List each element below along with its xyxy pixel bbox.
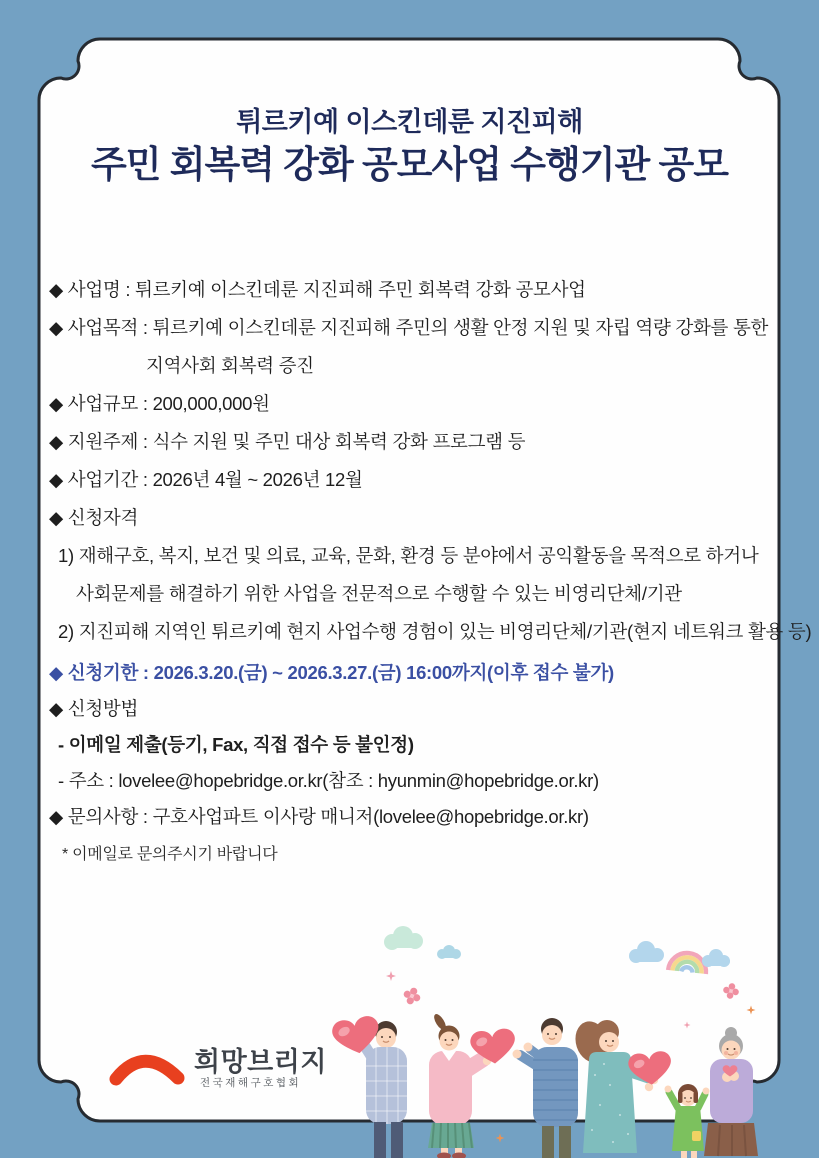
body-line: ◆ 신청기한 : 2026.3.20.(금) ~ 2026.3.27.(금) 16:00까지(이후 접수 불가) — [49, 662, 614, 683]
poster-title — [0, 104, 819, 190]
cloud-icon — [384, 926, 423, 950]
body-text — [0, 270, 819, 870]
man-holding-heart — [330, 1014, 407, 1158]
body-line: 2) 지진피해 지역인 튀르키예 현지 사업수행 경험이 있는 비영리단체/기관(현지 네트워크 활용 등) — [58, 621, 812, 642]
sparkle-icon — [747, 1006, 756, 1015]
hopebridge-logo — [108, 1038, 338, 1108]
rainbow-icon — [668, 951, 708, 974]
woman-holding-heart — [570, 1017, 673, 1153]
body-line: ◆ 사업명 : 튀르키예 이스킨데룬 지진피해 주민 회복력 강화 공모사업 — [49, 279, 586, 300]
grandmother-clasping-heart — [704, 1027, 758, 1156]
body-line: 1) 재해구호, 복지, 보건 및 의료, 교육, 문화, 환경 등 분야에서 공익활동을 목적으로 하거나 — [58, 545, 759, 566]
body-line: * 이메일로 문의주시기 바랍니다 — [62, 845, 278, 863]
man-receiving-heart — [513, 1018, 579, 1158]
body-line: 사회문제를 해결하기 위한 사업을 전문적으로 수행할 수 있는 비영리단체/기관 — [76, 583, 682, 604]
logo-title: 희망브리지 — [194, 1047, 327, 1077]
body-line: ◆ 지원주제 : 식수 지원 및 주민 대상 회복력 강화 프로그램 등 — [49, 431, 526, 452]
poster-title-line2: 주민 회복력 강화 공모사업 수행기관 공모 — [90, 144, 728, 185]
logo-subtitle: 전국재해구호협회 — [200, 1077, 302, 1089]
sparkle-icon — [496, 1134, 505, 1143]
cloud-icon — [629, 941, 664, 963]
body-line: ◆ 사업규모 : 200,000,000원 — [49, 393, 270, 414]
body-line: ◆ 사업기간 : 2026년 4월 ~ 2026년 12월 — [49, 469, 363, 490]
logo-arc-icon — [108, 1038, 188, 1098]
body-line: 지역사회 회복력 증진 — [146, 355, 314, 376]
heart-icon — [627, 1050, 673, 1087]
body-line: ◆ 문의사항 : 구호사업파트 이사랑 매니저(lovelee@hopebridge.or.kr) — [49, 806, 589, 827]
sparkle-icon — [684, 1022, 691, 1029]
cloud-icon — [702, 949, 730, 967]
flower-icon — [401, 985, 423, 1007]
body-line: ◆ 신청방법 — [49, 698, 139, 719]
body-line: - 이메일 제출(등기, Fax, 직접 접수 등 불인정) — [58, 734, 414, 755]
body-line: ◆ 사업목적 : 튀르키예 이스킨데룬 지진피해 주민의 생활 안정 지원 및 자립 역량 강화를 통한 — [49, 317, 769, 338]
sparkle-icon — [386, 971, 396, 981]
body-line: ◆ 신청자격 — [49, 507, 139, 528]
body-line: - 주소 : lovelee@hopebridge.or.kr(참조 : hyunmin@hopebridge.or.kr) — [58, 770, 599, 791]
cloud-icon — [437, 945, 461, 959]
woman-giving-heart — [428, 1012, 517, 1158]
child-reaching-up — [665, 1084, 710, 1158]
flower-icon — [722, 982, 741, 1001]
people-hearts-illustration — [330, 920, 819, 1158]
poster-title-line1: 튀르키예 이스킨데룬 지진피해 — [236, 107, 583, 137]
